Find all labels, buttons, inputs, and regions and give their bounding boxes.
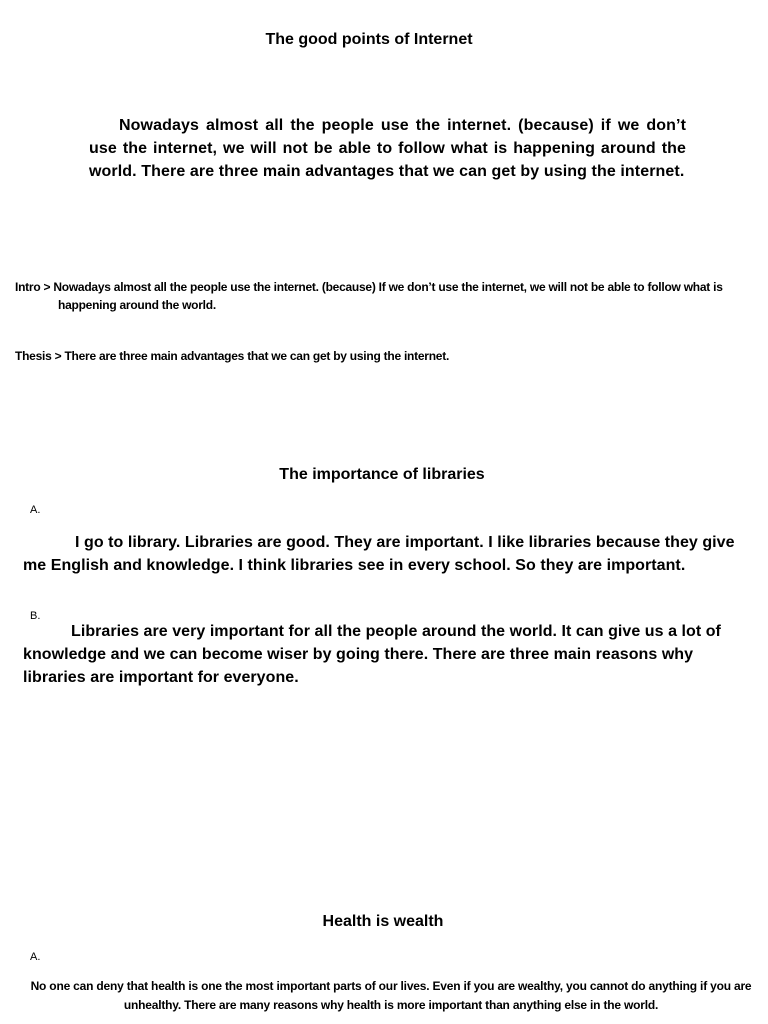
libraries-example-a-paragraph: I go to library. Libraries are good. They are important. I like libraries because they give me English and knowledge. I think libraries see in every school. So they are important. [23,534,735,574]
libraries-example-b-paragraph: Libraries are very important for all the people around the world. It can give us a lot of knowledge and we can become wiser by going there. There are three main reasons why libraries are important for everyone. [23,623,721,686]
health-example-a-marker: A. [30,951,41,963]
libraries-example-b-marker: B. [30,610,41,622]
internet-introduction-paragraph: Nowadays almost all the people use the internet. (because) if we don’t use the internet, we will not be able to follow what is happening around the world. There are three main advantages that we can get by using the internet. [89,117,686,180]
outline-thesis-line: Thesis > There are three main advantages that we can get by using the internet. [15,349,450,363]
internet-section-title: The good points of Internet [265,31,473,48]
outline-intro-line: Intro > Nowadays almost all the people use the internet. (because) If we don’t use the internet, we will not be able to follow what is happening around the world. [15,280,723,312]
libraries-example-a-marker: A. [30,504,41,516]
health-section-title: Health is wealth [322,913,444,930]
libraries-section-title: The importance of libraries [279,466,485,483]
health-example-a-paragraph: No one can deny that health is one the most important parts of our lives. Even if you are wealthy, you cannot do anything if you are unhealthy. There are many reasons why health is more important than anything else in the world. [30,979,752,1012]
